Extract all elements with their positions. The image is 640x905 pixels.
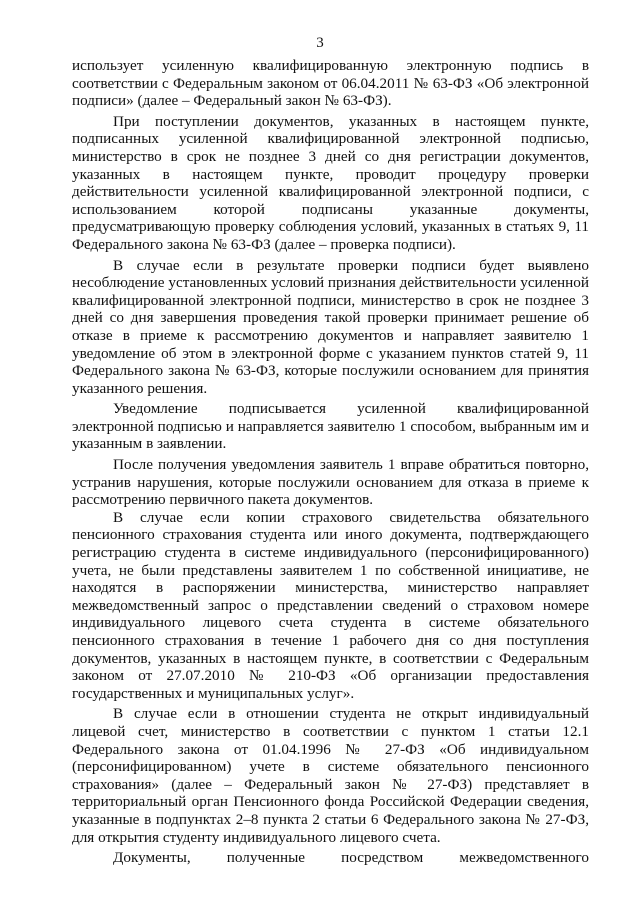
paragraph-4: Уведомление подписывается усиленной квалифицированной электронной подписью и направляется заявителю 1 способом, выбранным им и указанным в заявлении. — [72, 400, 589, 453]
paragraph-8: Документы, полученные посредством межведомственного — [113, 849, 589, 867]
paragraph-1: использует усиленную квалифицированную электронную подпись в соответствии с Федеральным законом от 06.04.2011 № 63-ФЗ «Об электронной подписи» (далее – Федеральный закон № 63-ФЗ). — [72, 57, 589, 110]
paragraph-5: После получения уведомления заявитель 1 вправе обратиться повторно, устранив нарушения, которые послужили основанием для отказа в приеме к рассмотрению первичного пакета документов. — [72, 456, 589, 509]
paragraph-3: В случае если в результате проверки подписи будет выявлено несоблюдение установленных условий признания действительности усиленной квалифицированной электронной подписи, министерство в срок не позднее 3 дней со дня завершения проведения такой проверки принимает решение об отказе в приеме к рассмотрению документов и направляет заявителю 1 уведомление об этом в электронной форме с указанием пунктов статей 9, 11 Федерального закона № 63-ФЗ, которые послужили основанием для принятия указанного решения. — [72, 256, 589, 397]
paragraph-7: В случае если в отношении студента не открыт индивидуальный лицевой счет, министерство в соответствии с пунктом 1 статьи 12.1 Федерального закона от 01.04.1996 № 27-ФЗ «Об индивидуальном (персонифицированном) учете в системе обязательного пенсионного страхования» (далее – Федеральный закон № 27-ФЗ) представляет в территориальный орган Пенсионного фонда Российской Федерации сведения, указанные в подпунктах 2–8 пункта 2 статьи 6 Федерального закона № 27-ФЗ, для открытия студенту индивидуального лицевого счета. — [72, 705, 589, 846]
paragraph-6: В случае если копии страхового свидетельства обязательного пенсионного страхования студента или иного документа, подтверждающего регистрацию студента в системе индивидуального (персонифицированного) учета, не были представлены заявителем 1 по собственной инициативе, не находятся в распоряжении министерства, министерство направляет межведомственный запрос о представлении сведений о страховом номере индивидуального лицевого счета студента в системе обязательного пенсионного страхования в течение 1 рабочего дня со дня поступления документов, указанных в настоящем пункте, в соответствии с Федеральным законом от 27.07.2010 № 210-ФЗ «Об организации предоставления государственных и муниципальных услуг». — [72, 508, 589, 702]
page-number: 3 — [316, 35, 324, 51]
paragraph-2: При поступлении документов, указанных в настоящем пункте, подписанных усиленной квалифицированной электронной подписью, министерство в срок не позднее 3 дней со дня регистрации документов, указанных в настоящем пункте, проводит процедуру проверки действительности усиленной квалифицированной электронной подписи, с использованием которой подписаны указанные документы, предусматривающую проверку соблюдения условий, указанных в статьях 9, 11 Федерального закона № 63-ФЗ (далее – проверка подписи). — [72, 112, 589, 253]
document-body — [72, 57, 589, 867]
